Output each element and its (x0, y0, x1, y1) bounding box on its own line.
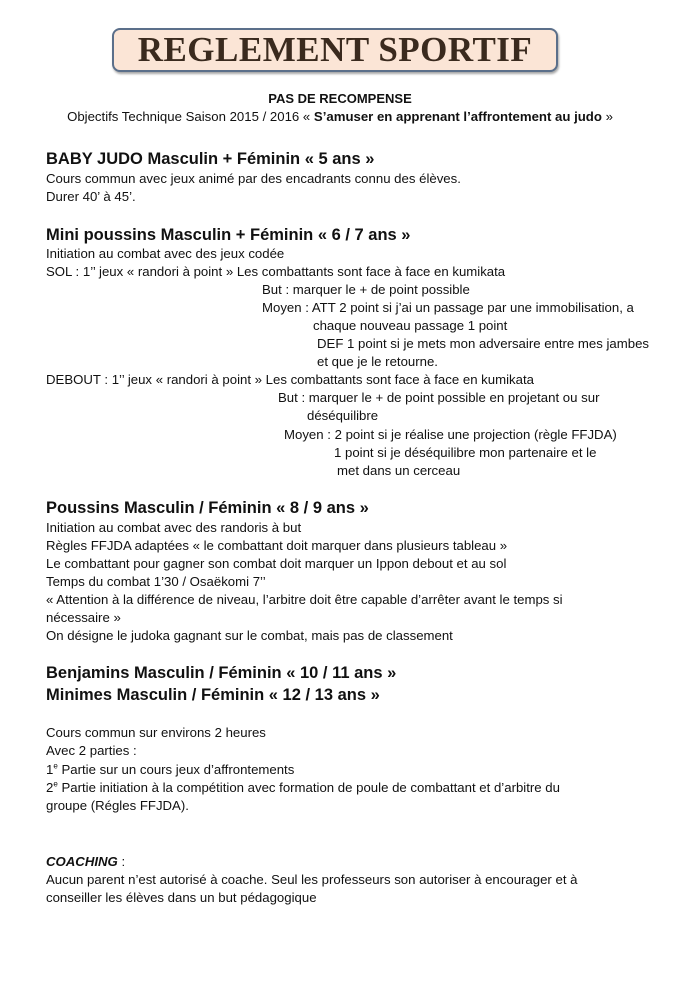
part-2-line (46, 779, 560, 797)
page-title: REGLEMENT SPORTIF (137, 30, 533, 69)
mini-line: déséquilibre (307, 408, 379, 423)
part-2-continuation: groupe (Régles FFJDA). (46, 798, 189, 813)
poussins-line: Temps du combat 1’30 / Osaëkomi 7’’ (46, 574, 266, 589)
poussins-heading: Poussins Masculin / Féminin « 8 / 9 ans » (46, 499, 369, 517)
part-1-num: 1 (46, 762, 54, 777)
poussins-line: Règles FFJDA adaptées « le combattant doit marquer dans plusieurs tableau » (46, 538, 508, 553)
coaching-line: Aucun parent n’est autorisé à coache. Seul les professeurs son autoriser à encourager et à (46, 872, 578, 887)
part-2-num: 2 (46, 780, 54, 795)
poussins-line: On désigne le judoka gagnant sur le combat, mais pas de classement (46, 628, 453, 643)
objectives-line (0, 108, 680, 126)
mini-line: Moyen : 2 point si je réalise une projection (règle FFJDA) (284, 427, 617, 442)
mini-heading: Mini poussins Masculin + Féminin « 6 / 7 ans » (46, 226, 411, 244)
mini-line: et que je le retourne. (317, 354, 438, 369)
poussins-line: Le combattant pour gagner son combat doit marquer un Ippon debout et au sol (46, 556, 507, 571)
mini-line: DEF 1 point si je mets mon adversaire entre mes jambes (317, 336, 650, 351)
objectives-emphasis: S’amuser en apprenant l’affrontement au judo (313, 109, 602, 124)
objectives-prefix: Objectifs Technique Saison 2015 / 2016 « (67, 109, 311, 124)
coaching-label-line (46, 853, 125, 871)
part-1-text: Partie sur un cours jeux d’affrontements (57, 762, 295, 777)
mini-line: Initiation au combat avec des jeux codée (46, 246, 285, 261)
minimes-heading: Minimes Masculin / Féminin « 12 / 13 ans » (46, 686, 380, 704)
part-1-line (46, 761, 294, 779)
coaching-line: conseiller les élèves dans un but pédagogique (46, 890, 317, 905)
part-2-sup: e (53, 779, 58, 789)
mini-line: 1 point si je déséquilibre mon partenaire et le (334, 445, 597, 460)
title-banner (112, 28, 558, 72)
baby-heading: BABY JUDO Masculin + Féminin « 5 ans » (46, 150, 375, 168)
subtitle: PAS DE RECOMPENSE (268, 91, 412, 106)
mini-line: But : marquer le + de point possible (262, 282, 470, 297)
mini-line: met dans un cerceau (337, 463, 461, 478)
mini-line: DEBOUT : 1’’ jeux « randori à point » Les combattants sont face à face en kumikata (46, 372, 534, 387)
objectives-suffix: » (605, 109, 613, 124)
mini-line: Moyen : ATT 2 point si j’ai un passage par une immobilisation, a (262, 300, 634, 315)
mini-line: SOL : 1’’ jeux « randori à point » Les combattants sont face à face en kumikata (46, 264, 506, 279)
mini-line: But : marquer le + de point possible en projetant ou sur (278, 390, 600, 405)
baby-line-2: Durer 40’ à 45’. (46, 189, 136, 204)
baby-line-1: Cours commun avec jeux animé par des encadrants connu des élèves. (46, 171, 461, 186)
poussins-line: « Attention à la différence de niveau, l’arbitre doit être capable d’arrêter avant le temps si (46, 592, 563, 607)
benjamins-line: Cours commun sur environs 2 heures (46, 725, 266, 740)
poussins-line: nécessaire » (46, 610, 121, 625)
poussins-line: Initiation au combat avec des randoris à but (46, 520, 302, 535)
benjamins-line: Avec 2 parties : (46, 743, 137, 758)
coaching-colon: : (117, 854, 126, 869)
benjamins-heading: Benjamins Masculin / Féminin « 10 / 11 ans » (46, 664, 397, 682)
part-1-sup: e (53, 761, 58, 771)
coaching-label: COACHING (46, 854, 118, 869)
part-2-text: Partie initiation à la compétition avec formation de poule de combattant et d’arbitre du (57, 780, 560, 795)
mini-line: chaque nouveau passage 1 point (313, 318, 508, 333)
